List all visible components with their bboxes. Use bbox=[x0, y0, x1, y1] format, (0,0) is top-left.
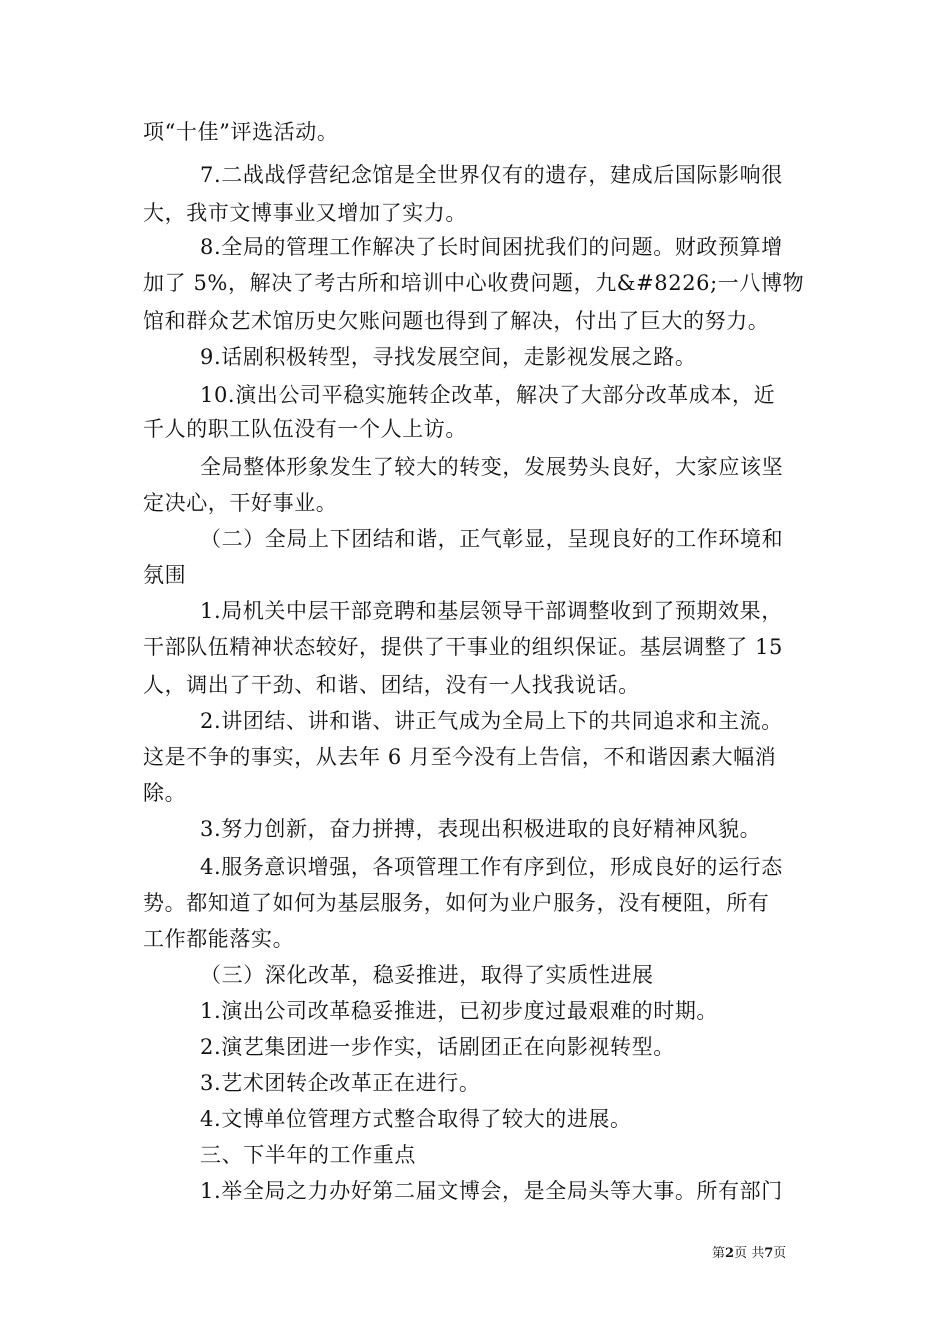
text-line: 馆和群众艺术馆历史欠账问题也得到了解决，付出了巨大的努力。 bbox=[143, 309, 770, 333]
text-line: 定决心，干好事业。 bbox=[143, 491, 338, 515]
text-line: 势。都知道了如何为基层服务，如何为业户服务，没有梗阻，所有 bbox=[143, 891, 770, 915]
text-line: 1.演出公司改革稳妥推进，已初步度过最艰难的时期。 bbox=[200, 999, 719, 1023]
text-line: 千人的职工队伍没有一个人上访。 bbox=[143, 417, 467, 441]
section-heading: 三、下半年的工作重点 bbox=[200, 1143, 416, 1167]
text-line: 除。 bbox=[143, 781, 187, 805]
section-heading: 氛围 bbox=[143, 563, 187, 587]
text-line: 2.讲团结、讲和谐、讲正气成为全局上下的共同追求和主流。 bbox=[200, 709, 783, 733]
page-label-prefix: 第 bbox=[712, 1246, 726, 1261]
text-line: 10.演出公司平稳实施转企改革，解决了大部分改革成本，近 bbox=[200, 383, 776, 407]
text-line: 1.局机关中层干部竞聘和基层领导干部调整收到了预期效果， bbox=[200, 599, 783, 623]
text-line: 4.文博单位管理方式整合取得了较大的进展。 bbox=[200, 1107, 632, 1131]
total-page-number: 7 bbox=[764, 1246, 774, 1261]
text-line: 加了 5%，解决了考古所和培训中心收费问题，九&#8226;一八博物 bbox=[143, 271, 805, 295]
text-line: 全局整体形象发生了较大的转变，发展势头良好，大家应该坚 bbox=[200, 455, 784, 479]
text-line: 2.演艺集团进一步作实，话剧团正在向影视转型。 bbox=[200, 1035, 675, 1059]
text-line: 大，我市文博事业又增加了实力。 bbox=[143, 201, 467, 225]
current-page-number: 2 bbox=[725, 1246, 735, 1261]
text-line: 干部队伍精神状态较好，提供了干事业的组织保证。基层调整了 15 bbox=[143, 635, 783, 659]
text-line: 1.举全局之力办好第二届文博会，是全局头等大事。所有部门 bbox=[200, 1179, 783, 1203]
text-line: 3.努力创新，奋力拼搏，表现出积极进取的良好精神风貌。 bbox=[200, 817, 762, 841]
text-line: 4.服务意识增强，各项管理工作有序到位，形成良好的运行态 bbox=[200, 855, 783, 879]
text-line: 9.话剧积极转型，寻找发展空间，走影视发展之路。 bbox=[200, 345, 697, 369]
text-line: 项“十佳”评选活动。 bbox=[143, 120, 339, 144]
text-line: 人，调出了干劲、和谐、团结，没有一人找我说话。 bbox=[143, 673, 640, 697]
page-label-middle: 页 共 bbox=[734, 1246, 765, 1261]
text-line: 7.二战战俘营纪念馆是全世界仅有的遗存，建成后国际影响很 bbox=[200, 163, 783, 187]
page-label-suffix: 页 bbox=[773, 1246, 787, 1261]
page-number-footer bbox=[712, 1245, 786, 1263]
text-line: 8.全局的管理工作解决了长时间困扰我们的问题。财政预算增 bbox=[200, 235, 783, 259]
section-heading: （三）深化改革，稳妥推进，取得了实质性进展 bbox=[200, 963, 654, 987]
text-line: 这是不争的事实，从去年 6 月至今没有上告信，不和谐因素大幅消 bbox=[143, 745, 777, 769]
section-heading: （二）全局上下团结和谐，正气彰显，呈现良好的工作环境和 bbox=[200, 527, 784, 551]
text-line: 工作都能落实。 bbox=[143, 927, 295, 951]
text-line: 3.艺术团转企改革正在进行。 bbox=[200, 1071, 481, 1095]
